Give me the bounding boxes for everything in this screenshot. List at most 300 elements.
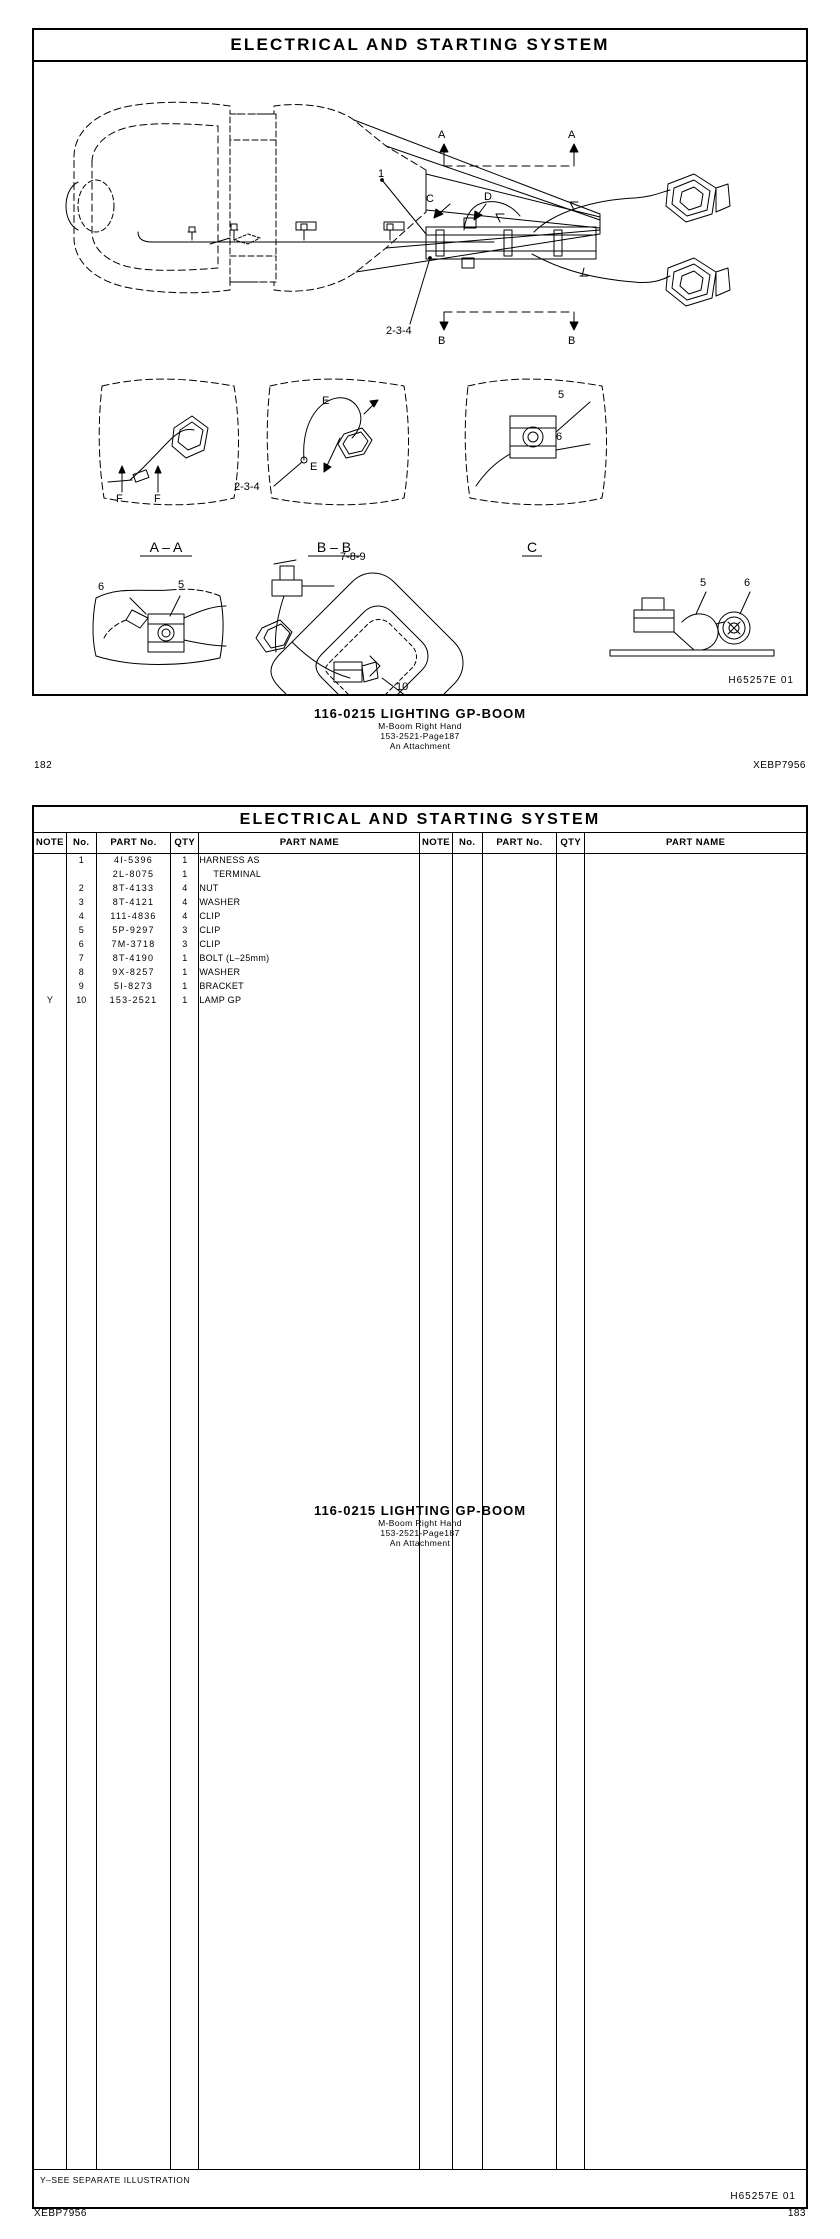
cell-no <box>66 1035 96 1049</box>
cell-no <box>66 1315 96 1329</box>
cell-qty <box>171 2085 199 2099</box>
cell-part-name-2 <box>585 1329 806 1343</box>
th-qty-2: QTY <box>557 833 585 853</box>
cell-part-no <box>96 1679 170 1693</box>
cell-qty <box>171 1973 199 1987</box>
cell-part-name-2 <box>585 1315 806 1329</box>
cell-note <box>34 1581 66 1595</box>
cell-part-no <box>96 1581 170 1595</box>
cell-qty <box>171 1875 199 1889</box>
cell-part-no-2 <box>482 1777 556 1791</box>
cell-qty-2 <box>557 1623 585 1637</box>
cell-qty <box>171 2057 199 2071</box>
cell-qty: 3 <box>171 923 199 937</box>
cell-note-2 <box>420 1203 452 1217</box>
cell-note-2 <box>420 2015 452 2029</box>
cell-part-name-2 <box>585 1189 806 1203</box>
cell-part-name <box>199 2057 420 2071</box>
cell-no <box>66 1945 96 1959</box>
cell-part-name-2 <box>585 1217 806 1231</box>
table-title-bar <box>34 807 806 833</box>
cell-part-name <box>199 2001 420 2015</box>
cell-qty <box>171 1609 199 1623</box>
cell-part-no <box>96 1273 170 1287</box>
cell-qty <box>171 1161 199 1175</box>
cell-no-2 <box>452 1343 482 1357</box>
cell-part-no-2 <box>482 1413 556 1427</box>
cell-part-no <box>96 1329 170 1343</box>
cell-qty-2 <box>557 1637 585 1651</box>
cell-part-no-2 <box>482 1035 556 1049</box>
cell-qty-2 <box>557 979 585 993</box>
cell-qty <box>171 1357 199 1371</box>
cell-qty <box>171 2099 199 2113</box>
cell-qty-2 <box>557 1077 585 1091</box>
cell-part-name <box>199 1469 420 1483</box>
cell-note-2 <box>420 2099 452 2113</box>
cell-part-name-2 <box>585 1273 806 1287</box>
cell-no <box>66 1133 96 1147</box>
cell-note <box>34 1357 66 1371</box>
cell-qty <box>171 1385 199 1399</box>
cell-no <box>66 1455 96 1469</box>
cell-part-name-2 <box>585 2099 806 2113</box>
cell-part-no-2 <box>482 2099 556 2113</box>
table-row <box>34 895 806 909</box>
table-row <box>34 1721 806 1735</box>
cell-qty-2 <box>557 951 585 965</box>
cell-no-2 <box>452 1259 482 1273</box>
cell-part-no <box>96 1777 170 1791</box>
cell-part-no-2 <box>482 1273 556 1287</box>
cell-part-name-2 <box>585 1693 806 1707</box>
cell-no <box>66 1385 96 1399</box>
cell-qty <box>171 1651 199 1665</box>
cell-qty <box>171 2155 199 2169</box>
table-header-row <box>34 833 806 853</box>
cell-no-2 <box>452 1469 482 1483</box>
cell-no-2 <box>452 1623 482 1637</box>
cell-part-no <box>96 1315 170 1329</box>
cell-part-name <box>199 1105 420 1119</box>
cell-qty <box>171 1581 199 1595</box>
cell-no <box>66 1091 96 1105</box>
machine-illustration <box>34 62 806 694</box>
cell-qty <box>171 1091 199 1105</box>
cell-note <box>34 1777 66 1791</box>
cell-part-name <box>199 1749 420 1763</box>
cell-no <box>66 2043 96 2057</box>
cell-qty <box>171 1273 199 1287</box>
cell-note <box>34 2127 66 2141</box>
cell-note-2 <box>420 1623 452 1637</box>
cell-qty-2 <box>557 1273 585 1287</box>
cell-qty-2 <box>557 1245 585 1259</box>
cell-qty <box>171 1553 199 1567</box>
cell-part-no-2 <box>482 1119 556 1133</box>
cell-note <box>34 2141 66 2155</box>
cell-qty <box>171 1945 199 1959</box>
cell-note-2 <box>420 1049 452 1063</box>
cell-qty-2 <box>557 2029 585 2043</box>
cell-qty-2 <box>557 1833 585 1847</box>
cell-no: 7 <box>66 951 96 965</box>
cell-no-2 <box>452 2029 482 2043</box>
cell-part-name-2 <box>585 1091 806 1105</box>
cell-qty <box>171 1315 199 1329</box>
cell-note <box>34 1455 66 1469</box>
cell-note-2 <box>420 1035 452 1049</box>
cell-part-no <box>96 1371 170 1385</box>
cell-no <box>66 1441 96 1455</box>
cell-no-2 <box>452 1441 482 1455</box>
cell-no <box>66 1819 96 1833</box>
table-row <box>34 1063 806 1077</box>
cell-no <box>66 1763 96 1777</box>
cell-note-2 <box>420 1847 452 1861</box>
table-row <box>34 1091 806 1105</box>
table-row <box>34 2113 806 2127</box>
cell-qty-2 <box>557 1231 585 1245</box>
cell-qty <box>171 1805 199 1819</box>
cell-qty-2 <box>557 1763 585 1777</box>
cell-note <box>34 1413 66 1427</box>
cell-qty <box>171 1189 199 1203</box>
cell-no-2 <box>452 2113 482 2127</box>
cell-no: 2 <box>66 881 96 895</box>
cell-note <box>34 1427 66 1441</box>
cell-qty <box>171 1371 199 1385</box>
cell-qty: 1 <box>171 979 199 993</box>
cell-part-no: 9X-8257 <box>96 965 170 979</box>
table-row <box>34 1861 806 1875</box>
cell-no-2 <box>452 1483 482 1497</box>
page-2 <box>0 810 840 2239</box>
cell-part-no-2 <box>482 937 556 951</box>
cell-note <box>34 853 66 867</box>
table-row <box>34 1007 806 1021</box>
cell-part-name <box>199 1861 420 1875</box>
cell-no-2 <box>452 1315 482 1329</box>
cell-no <box>66 1917 96 1931</box>
cell-part-no <box>96 2015 170 2029</box>
cell-no-2 <box>452 1987 482 2001</box>
cell-part-no <box>96 2029 170 2043</box>
cell-note <box>34 1567 66 1581</box>
cell-no-2 <box>452 1931 482 1945</box>
table-row <box>34 1609 806 1623</box>
cell-no-2 <box>452 1371 482 1385</box>
cell-qty: 1 <box>171 993 199 1007</box>
cell-qty <box>171 1665 199 1679</box>
cell-part-no <box>96 1413 170 1427</box>
cell-part-no <box>96 1847 170 1861</box>
cell-part-name: CLIP <box>199 923 420 937</box>
cell-note-2 <box>420 1469 452 1483</box>
illustration-area <box>34 62 806 694</box>
cell-part-name <box>199 1679 420 1693</box>
cell-note-2 <box>420 1637 452 1651</box>
cell-note-2 <box>420 1889 452 1903</box>
cell-no <box>66 1847 96 1861</box>
cell-qty-2 <box>557 1721 585 1735</box>
cell-part-no-2 <box>482 1455 556 1469</box>
cell-part-no <box>96 1707 170 1721</box>
cell-note-2 <box>420 951 452 965</box>
cell-note <box>34 1049 66 1063</box>
cell-part-no-2 <box>482 1819 556 1833</box>
cell-no <box>66 1343 96 1357</box>
cell-part-no-2 <box>482 923 556 937</box>
cell-no <box>66 1973 96 1987</box>
cell-note-2 <box>420 1553 452 1567</box>
cell-note <box>34 2099 66 2113</box>
cell-note <box>34 1343 66 1357</box>
cell-qty-2 <box>557 1749 585 1763</box>
cell-part-no-2 <box>482 2071 556 2085</box>
cell-note-2 <box>420 923 452 937</box>
table-row <box>34 1161 806 1175</box>
cell-part-name-2 <box>585 2043 806 2057</box>
table-row <box>34 1819 806 1833</box>
cell-part-name <box>199 1553 420 1567</box>
cell-part-name <box>199 2085 420 2099</box>
cell-note <box>34 1959 66 1973</box>
cell-part-no <box>96 1119 170 1133</box>
cell-no <box>66 1623 96 1637</box>
cell-qty <box>171 1427 199 1441</box>
cell-note <box>34 1595 66 1609</box>
cell-no-2 <box>452 2001 482 2015</box>
cell-note <box>34 1483 66 1497</box>
th-part-2: PART No. <box>482 833 556 853</box>
cell-part-no <box>96 1203 170 1217</box>
th-qty-1: QTY <box>171 833 199 853</box>
cell-no-2 <box>452 1805 482 1819</box>
cell-no <box>66 2015 96 2029</box>
table-row <box>34 2029 806 2043</box>
cell-part-name-2 <box>585 1175 806 1189</box>
cell-note-2 <box>420 1273 452 1287</box>
cell-no-2 <box>452 1679 482 1693</box>
cell-part-no <box>96 1077 170 1091</box>
cell-no-2 <box>452 1581 482 1595</box>
cell-note <box>34 1651 66 1665</box>
cell-part-name-2 <box>585 1665 806 1679</box>
cell-part-name <box>199 1735 420 1749</box>
cell-note <box>34 1119 66 1133</box>
cell-no <box>66 2099 96 2113</box>
cell-part-no-2 <box>482 1329 556 1343</box>
parts-table <box>34 833 806 2169</box>
cell-part-no-2 <box>482 1399 556 1413</box>
cell-part-name <box>199 1693 420 1707</box>
table-row <box>34 1791 806 1805</box>
cell-qty: 4 <box>171 895 199 909</box>
cell-no-2 <box>452 923 482 937</box>
cell-part-name: BOLT (L–25mm) <box>199 951 420 965</box>
cell-note-2 <box>420 1427 452 1441</box>
cell-part-no <box>96 2071 170 2085</box>
cell-part-name <box>199 1595 420 1609</box>
cell-part-name: TERMINAL <box>199 867 420 881</box>
cell-note-2 <box>420 1903 452 1917</box>
cell-qty-2 <box>557 1791 585 1805</box>
table-row <box>34 1847 806 1861</box>
cell-part-name <box>199 1077 420 1091</box>
cell-note-2 <box>420 1861 452 1875</box>
table-row <box>34 1945 806 1959</box>
cell-no-2 <box>452 1021 482 1035</box>
cell-part-no-2 <box>482 909 556 923</box>
cell-no-2 <box>452 1105 482 1119</box>
cell-part-no <box>96 1483 170 1497</box>
cell-note <box>34 1917 66 1931</box>
cell-note-2 <box>420 909 452 923</box>
cell-part-name-2 <box>585 1287 806 1301</box>
cell-qty-2 <box>557 1819 585 1833</box>
cell-no <box>66 1301 96 1315</box>
table-row <box>34 1581 806 1595</box>
cell-no <box>66 1427 96 1441</box>
cell-no-2 <box>452 1329 482 1343</box>
cell-qty: 1 <box>171 867 199 881</box>
cell-note <box>34 937 66 951</box>
cell-qty-2 <box>557 1021 585 1035</box>
cell-part-name-2 <box>585 1413 806 1427</box>
table-footnote <box>34 2169 806 2189</box>
cell-note-2 <box>420 2001 452 2015</box>
cell-qty-2 <box>557 1315 585 1329</box>
cell-part-no-2 <box>482 965 556 979</box>
cell-note-2 <box>420 2155 452 2169</box>
cell-part-no <box>96 1105 170 1119</box>
cell-part-name-2 <box>585 909 806 923</box>
cell-part-no-2 <box>482 2001 556 2015</box>
cell-part-name <box>199 1973 420 1987</box>
table-row <box>34 1301 806 1315</box>
view-label-bb: B – B <box>316 539 352 555</box>
table-row <box>34 1399 806 1413</box>
cell-qty <box>171 2113 199 2127</box>
cell-qty-2 <box>557 1847 585 1861</box>
table-row <box>34 1175 806 1189</box>
cell-part-name-2 <box>585 1441 806 1455</box>
cell-qty-2 <box>557 1189 585 1203</box>
cell-note-2 <box>420 1105 452 1119</box>
cell-note <box>34 881 66 895</box>
cell-part-no <box>96 1441 170 1455</box>
cell-qty-2 <box>557 1217 585 1231</box>
cell-part-no-2 <box>482 1259 556 1273</box>
cell-no <box>66 1049 96 1063</box>
cell-part-no <box>96 1343 170 1357</box>
table-row <box>34 923 806 937</box>
cell-part-no-2 <box>482 2085 556 2099</box>
cell-no-2 <box>452 2043 482 2057</box>
cell-no <box>66 1077 96 1091</box>
cell-part-no: 111-4836 <box>96 909 170 923</box>
cell-no-2 <box>452 1763 482 1777</box>
cell-part-name <box>199 1707 420 1721</box>
cell-part-name-2 <box>585 1987 806 2001</box>
cell-note-2 <box>420 1805 452 1819</box>
cell-note <box>34 909 66 923</box>
cell-qty-2 <box>557 2001 585 2015</box>
cell-no <box>66 1175 96 1189</box>
cell-no <box>66 1273 96 1287</box>
cell-note <box>34 923 66 937</box>
cell-qty-2 <box>557 881 585 895</box>
cell-qty-2 <box>557 1007 585 1021</box>
cell-part-no-2 <box>482 1651 556 1665</box>
table-row <box>34 1371 806 1385</box>
cell-part-no-2 <box>482 1357 556 1371</box>
cell-no-2 <box>452 1301 482 1315</box>
cell-part-name-2 <box>585 2113 806 2127</box>
cell-no-2 <box>452 1245 482 1259</box>
cell-note-2 <box>420 1791 452 1805</box>
cell-part-no-2 <box>482 1791 556 1805</box>
cell-no-2 <box>452 1917 482 1931</box>
cell-note <box>34 1287 66 1301</box>
cell-no-2 <box>452 1973 482 1987</box>
cell-part-no-2 <box>482 1189 556 1203</box>
cell-note-2 <box>420 1119 452 1133</box>
cell-no-2 <box>452 1847 482 1861</box>
cell-part-no <box>96 1917 170 1931</box>
cell-no-2 <box>452 1077 482 1091</box>
table-row <box>34 1973 806 1987</box>
figure-caption-2 <box>0 1503 840 1548</box>
cell-part-name-2 <box>585 2001 806 2015</box>
cell-no-2 <box>452 1889 482 1903</box>
cell-part-no <box>96 2057 170 2071</box>
cell-part-no-2 <box>482 1945 556 1959</box>
cell-qty <box>171 1959 199 1973</box>
cell-part-name-2 <box>585 1385 806 1399</box>
cell-qty <box>171 1035 199 1049</box>
cell-part-name-2 <box>585 1707 806 1721</box>
cell-part-no-2 <box>482 1749 556 1763</box>
cell-note-2 <box>420 937 452 951</box>
callout-6-b: 6 <box>98 581 105 593</box>
cell-part-no-2 <box>482 1931 556 1945</box>
cell-part-no-2 <box>482 1427 556 1441</box>
callout-10: 10 <box>396 681 409 693</box>
cell-part-name <box>199 1161 420 1175</box>
cell-part-name <box>199 1371 420 1385</box>
table-row <box>34 1287 806 1301</box>
table-row <box>34 1035 806 1049</box>
cell-qty-2 <box>557 1259 585 1273</box>
cell-note <box>34 1665 66 1679</box>
cell-no-2 <box>452 1455 482 1469</box>
cell-no-2 <box>452 1819 482 1833</box>
cell-qty-2 <box>557 1413 585 1427</box>
cell-part-no <box>96 1259 170 1273</box>
cell-part-no-2 <box>482 1021 556 1035</box>
cell-note <box>34 895 66 909</box>
cell-part-no <box>96 1147 170 1161</box>
caption-sub3-2: An Attachment <box>389 1538 451 1548</box>
cell-qty-2 <box>557 1329 585 1343</box>
cell-no <box>66 1483 96 1497</box>
cell-note <box>34 2155 66 2169</box>
cell-note <box>34 1749 66 1763</box>
cell-part-name <box>199 1931 420 1945</box>
cell-qty-2 <box>557 1581 585 1595</box>
